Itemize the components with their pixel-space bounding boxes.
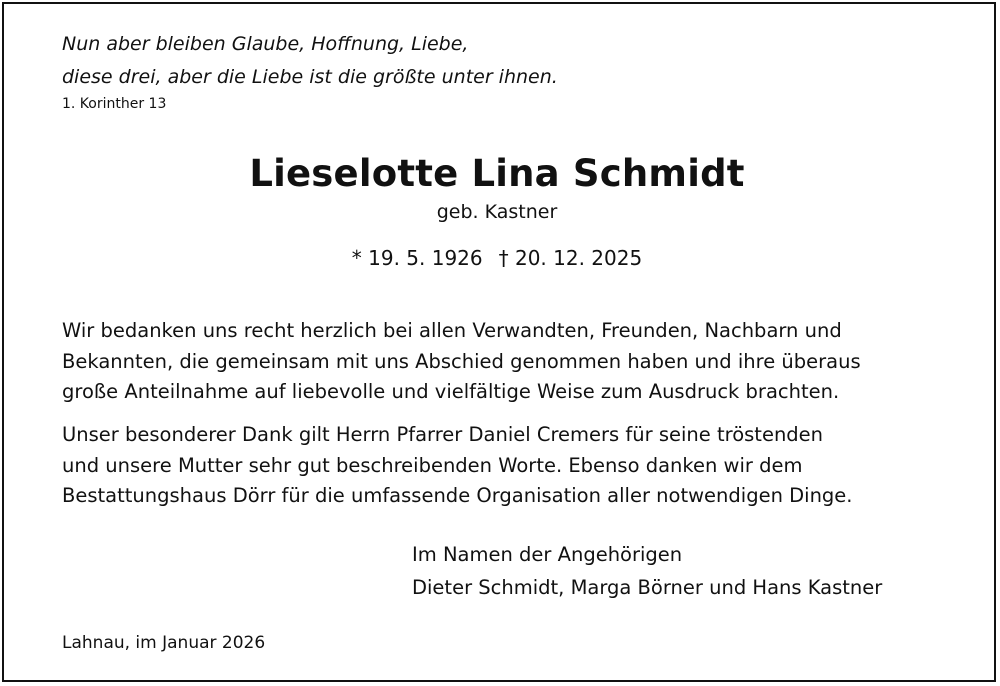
death-date: † 20. 12. 2025 <box>498 246 643 270</box>
signature-block <box>412 538 882 604</box>
bible-verse <box>62 28 558 94</box>
verse-line-2: diese drei, aber die Liebe ist die größte unter ihnen. <box>62 66 558 88</box>
signature-names: Dieter Schmidt, Marga Börner und Hans Kastner <box>412 576 883 599</box>
text-line: Bekannten, die gemeinsam mit uns Abschied genommen haben und ihre überaus <box>62 349 861 373</box>
life-dates <box>0 246 994 270</box>
maiden-name: geb. Kastner <box>436 201 558 223</box>
birth-date: * 19. 5. 1926 <box>351 246 483 270</box>
thanks-paragraph-1 <box>62 316 962 408</box>
verse-line-1: Nun aber bleiben Glaube, Hoffnung, Liebe, <box>62 33 469 55</box>
signature-intro: Im Namen der Angehörigen <box>412 543 683 566</box>
verse-reference: 1. Korinther 13 <box>62 96 167 112</box>
text-line: und unsere Mutter sehr gut beschreibenden Worte. Ebenso danken wir dem <box>62 453 803 477</box>
text-line: große Anteilnahme auf liebevolle und vielfältige Weise zum Ausdruck brachten. <box>62 380 840 403</box>
place-and-date: Lahnau, im Januar 2026 <box>62 633 266 653</box>
text-line: Wir bedanken uns recht herzlich bei allen Verwandten, Freunden, Nachbarn und <box>62 319 842 342</box>
thanks-paragraph-2 <box>62 420 962 512</box>
text-line: Unser besonderer Dank gilt Herrn Pfarrer Daniel Cremers für seine tröstenden <box>62 423 824 446</box>
text-line: Bestattungshaus Dörr für die umfassende Organisation aller notwendigen Dinge. <box>62 484 853 507</box>
deceased-name: Lieselotte Lina Schmidt <box>249 152 745 195</box>
